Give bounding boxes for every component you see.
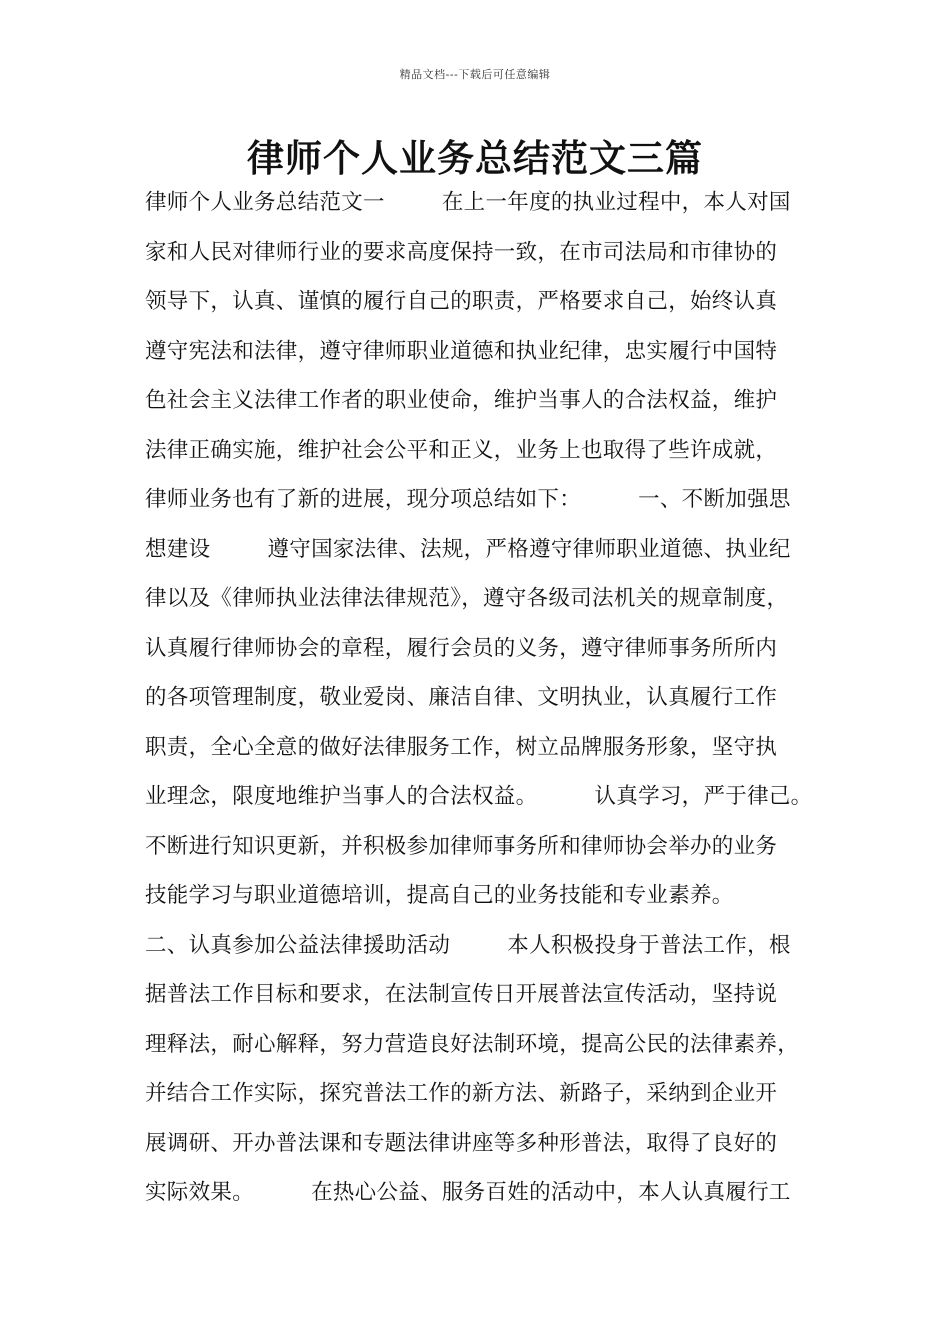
body-line: 家和人民对律师行业的要求高度保持一致，在市司法局和市律协的 [145, 239, 778, 265]
body-line: 领导下，认真、谨慎的履行自己的职责，严格要求自己，始终认真 [145, 289, 778, 314]
body-line: 的各项管理制度，敬业爱岗、廉洁自律、文明执业，认真履行工作 [145, 685, 778, 710]
body-line: 实际效果。 在热心公益、服务百姓的活动中，本人认真履行工 [145, 1180, 791, 1205]
body-line: 职责，全心全意的做好法律服务工作，树立品牌服务形象，坚守执 [145, 734, 778, 760]
body-line: 理释法，耐心解释，努力营造良好法制环境，提高公民的法律素养， [145, 1031, 800, 1057]
body-line: 二、认真参加公益法律援助活动 本人积极投身于普法工作，根 [145, 932, 791, 958]
body-line: 律师业务也有了新的进展，现分项总结如下： 一、不断加强思 [145, 487, 791, 512]
body-text [145, 178, 825, 1218]
body-line: 认真履行律师协会的章程，履行会员的义务，遵守律师事务所所内 [145, 635, 778, 661]
body-line: 想建设 遵守国家法律、法规，严格遵守律师职业道德、执业纪 [145, 536, 791, 562]
document-title: 律师个人业务总结范文三篇 [247, 136, 703, 180]
body-line: 并结合工作实际，探究普法工作的新方法、新路子，采纳到企业开 [145, 1081, 778, 1106]
body-line: 遵守宪法和法律，遵守律师职业道德和执业纪律，忠实履行中国特 [145, 338, 778, 364]
body-line: 据普法工作目标和要求，在法制宣传日开展普法宣传活动，坚持说 [145, 982, 778, 1007]
body-line: 色社会主义法律工作者的职业使命，维护当事人的合法权益，维护 [145, 388, 778, 413]
header-note: 精品文档---下载后可任意编辑 [399, 68, 551, 81]
body-line: 律师个人业务总结范文一 在上一年度的执业过程中，本人对国 [145, 190, 791, 215]
body-line: 业理念，限度地维护当事人的合法权益。 认真学习，严于律己。 [145, 784, 813, 809]
body-line: 律以及《律师执业法律法律规范》，遵守各级司法机关的规章制度， [145, 586, 789, 611]
body-line: 法律正确实施，维护社会公平和正义，业务上也取得了些许成就， [145, 437, 778, 463]
body-line: 展调研、开办普法课和专题法律讲座等多种形普法，取得了良好的 [145, 1130, 778, 1156]
body-line: 技能学习与职业道德培训，提高自己的业务技能和专业素养。 [145, 883, 734, 908]
body-line: 不断进行知识更新，并积极参加律师事务所和律师协会举办的业务 [145, 833, 778, 859]
